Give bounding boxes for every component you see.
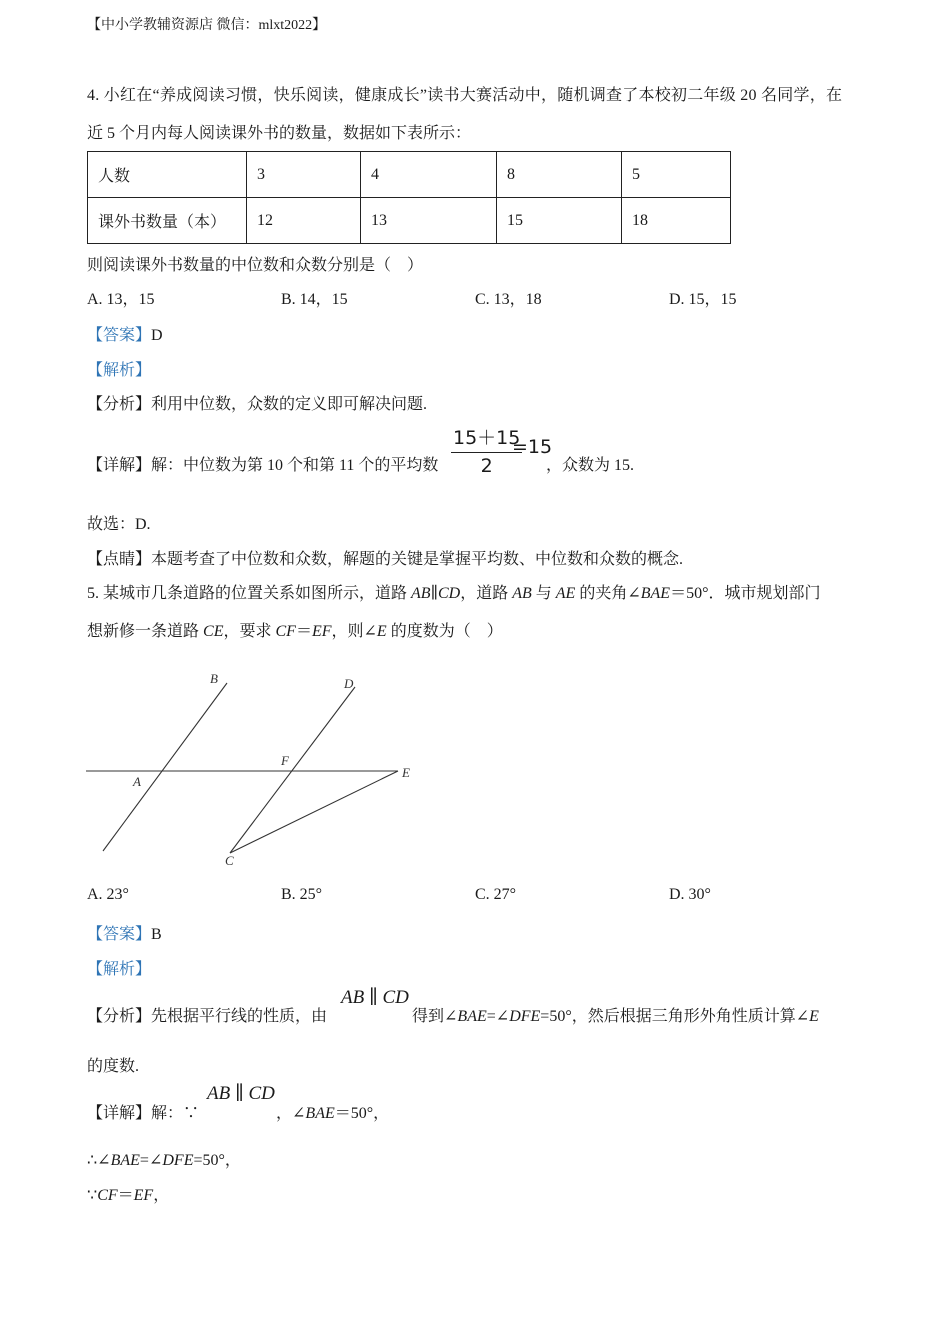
- label-c: C: [225, 853, 234, 868]
- analysis-text: 先根据平行线的性质，由: [151, 1008, 328, 1025]
- math: EF: [133, 1187, 154, 1204]
- page-header: 【中小学教辅资源店 微信：mlxt2022】: [87, 18, 327, 33]
- answer-tag: 【答案】: [87, 327, 152, 344]
- q5-jiexi-tag: 【解析】: [87, 961, 152, 978]
- text: 与: [531, 585, 556, 602]
- q4-line2: 近 5 个月内每人阅读课外书的数量，数据如下表所示：: [87, 125, 472, 142]
- text: ∵: [87, 1187, 98, 1204]
- math: EF: [311, 623, 332, 640]
- detail-text: 解：∵: [151, 1105, 200, 1122]
- q5-answer: [87, 921, 162, 944]
- analysis-tag: 【分析】: [87, 1008, 152, 1025]
- q5-detail: [87, 1100, 199, 1123]
- q4-line1: 4. 小红在“养成阅读习惯，快乐阅读，健康成长”读书大赛活动中，随机调查了本校初二年级 20 名同学，在: [87, 87, 843, 104]
- text: 的度数为（ ）: [386, 623, 503, 640]
- table-cell: 15: [497, 198, 622, 244]
- q4-option-a: A. 13，15: [87, 291, 155, 308]
- text: =50°，然后根据三角形外角性质计算∠: [540, 1008, 810, 1025]
- q5-analysis-cont: [412, 1003, 819, 1026]
- math: DFE: [162, 1152, 194, 1169]
- table-cell: 5: [622, 152, 731, 198]
- q4-conclusion: 故选：D.: [87, 516, 151, 533]
- q5-analysis: [87, 1003, 327, 1026]
- line-ab: [103, 683, 227, 851]
- text: =∠: [486, 1008, 510, 1025]
- q5-step2: [87, 1182, 169, 1205]
- fraction-numerator: 15＋15: [453, 427, 521, 449]
- table-cell: 3: [247, 152, 361, 198]
- q5-analysis-line2: 的度数.: [87, 1058, 140, 1075]
- math: E: [809, 1008, 819, 1025]
- q5-detail-cont: [276, 1100, 389, 1123]
- table-cell: 8: [497, 152, 622, 198]
- text: ＝50°，: [334, 1105, 390, 1122]
- q4-analysis: [87, 391, 427, 414]
- comment-text: 本题考查了中位数和众数，解题的关键是掌握平均数、中位数和众数的概念.: [151, 551, 684, 568]
- math: AB: [512, 585, 532, 602]
- q5-option-c: C. 27°: [475, 886, 517, 903]
- math: DFE: [509, 1008, 541, 1025]
- table-cell: 课外书数量（本）: [88, 198, 247, 244]
- answer-value: B: [151, 926, 162, 943]
- parallel-expression: AB ∥ CD: [341, 987, 409, 1008]
- math: BAE: [305, 1105, 335, 1122]
- q4-option-b: B. 14，15: [281, 291, 348, 308]
- label-a: A: [133, 774, 141, 789]
- analysis-tag: 【分析】: [87, 396, 152, 413]
- text: ＝50°．城市规划部门: [670, 585, 821, 602]
- line-cd: [230, 687, 355, 853]
- parallel-expression: AB ∥ CD: [207, 1083, 275, 1104]
- q4-detail: [87, 452, 438, 475]
- table-cell: 人数: [88, 152, 247, 198]
- q4-answer: [87, 322, 163, 345]
- table-row: [88, 198, 731, 244]
- line-ce: [230, 771, 398, 853]
- text: ，: [153, 1187, 170, 1204]
- label-f: F: [281, 753, 289, 768]
- q5-option-a: A. 23°: [87, 886, 129, 903]
- math: AB∥CD: [411, 585, 461, 602]
- math: CF: [275, 623, 296, 640]
- table-cell: 12: [247, 198, 361, 244]
- table-cell: 13: [361, 198, 497, 244]
- q5-step1: [87, 1147, 241, 1170]
- table-row: [88, 152, 731, 198]
- table-cell: 18: [622, 198, 731, 244]
- text: 5. 某城市几条道路的位置关系如图所示，道路: [87, 585, 412, 602]
- geometry-figure: [82, 665, 422, 880]
- label-b: B: [210, 671, 218, 686]
- text: ，要求: [223, 623, 276, 640]
- math: AE: [555, 585, 576, 602]
- fraction-result: =15: [512, 436, 553, 458]
- q4-detail-mode: ，众数为 15.: [546, 457, 635, 474]
- detail-text: 解：中位数为第 10 个和第 11 个的平均数: [151, 457, 439, 474]
- q4-option-d: D. 15，15: [669, 291, 737, 308]
- math: BAE: [457, 1008, 487, 1025]
- label-e: E: [402, 765, 410, 780]
- comment-tag: 【点睛】: [87, 551, 152, 568]
- text: =∠: [139, 1152, 163, 1169]
- q4-jiexi-tag: 【解析】: [87, 362, 152, 379]
- text: ＝: [295, 623, 312, 640]
- q4-question: 则阅读课外书数量的中位数和众数分别是（ ）: [87, 257, 424, 274]
- detail-tag: 【详解】: [87, 1105, 152, 1122]
- detail-tag: 【详解】: [87, 457, 152, 474]
- answer-tag: 【答案】: [87, 926, 152, 943]
- text: ∴∠: [87, 1152, 111, 1169]
- q4-comment: [87, 546, 683, 569]
- analysis-text: 利用中位数，众数的定义即可解决问题.: [151, 396, 428, 413]
- text: 想新修一条道路: [87, 623, 204, 640]
- q4-option-c: C. 13，18: [475, 291, 542, 308]
- q5-option-b: B. 25°: [281, 886, 323, 903]
- table-cell: 4: [361, 152, 497, 198]
- q5-option-d: D. 30°: [669, 886, 711, 903]
- label-d: D: [344, 676, 354, 691]
- math: CF: [97, 1187, 118, 1204]
- math: E: [376, 623, 387, 640]
- text: ，则∠: [331, 623, 377, 640]
- text: ，道路: [460, 585, 513, 602]
- text: ＝: [117, 1187, 134, 1204]
- q5-line2: [87, 618, 503, 641]
- answer-value: D: [151, 327, 163, 344]
- fraction-denominator: 2: [480, 455, 493, 477]
- q4-data-table: [87, 151, 731, 244]
- math: BAE: [640, 585, 671, 602]
- math: BAE: [110, 1152, 140, 1169]
- text: ，∠: [276, 1105, 306, 1122]
- text: =50°，: [193, 1152, 241, 1169]
- text: 得到∠: [412, 1008, 458, 1025]
- q5-line1: [87, 580, 820, 603]
- math: CE: [203, 623, 224, 640]
- text: 的夹角∠: [575, 585, 641, 602]
